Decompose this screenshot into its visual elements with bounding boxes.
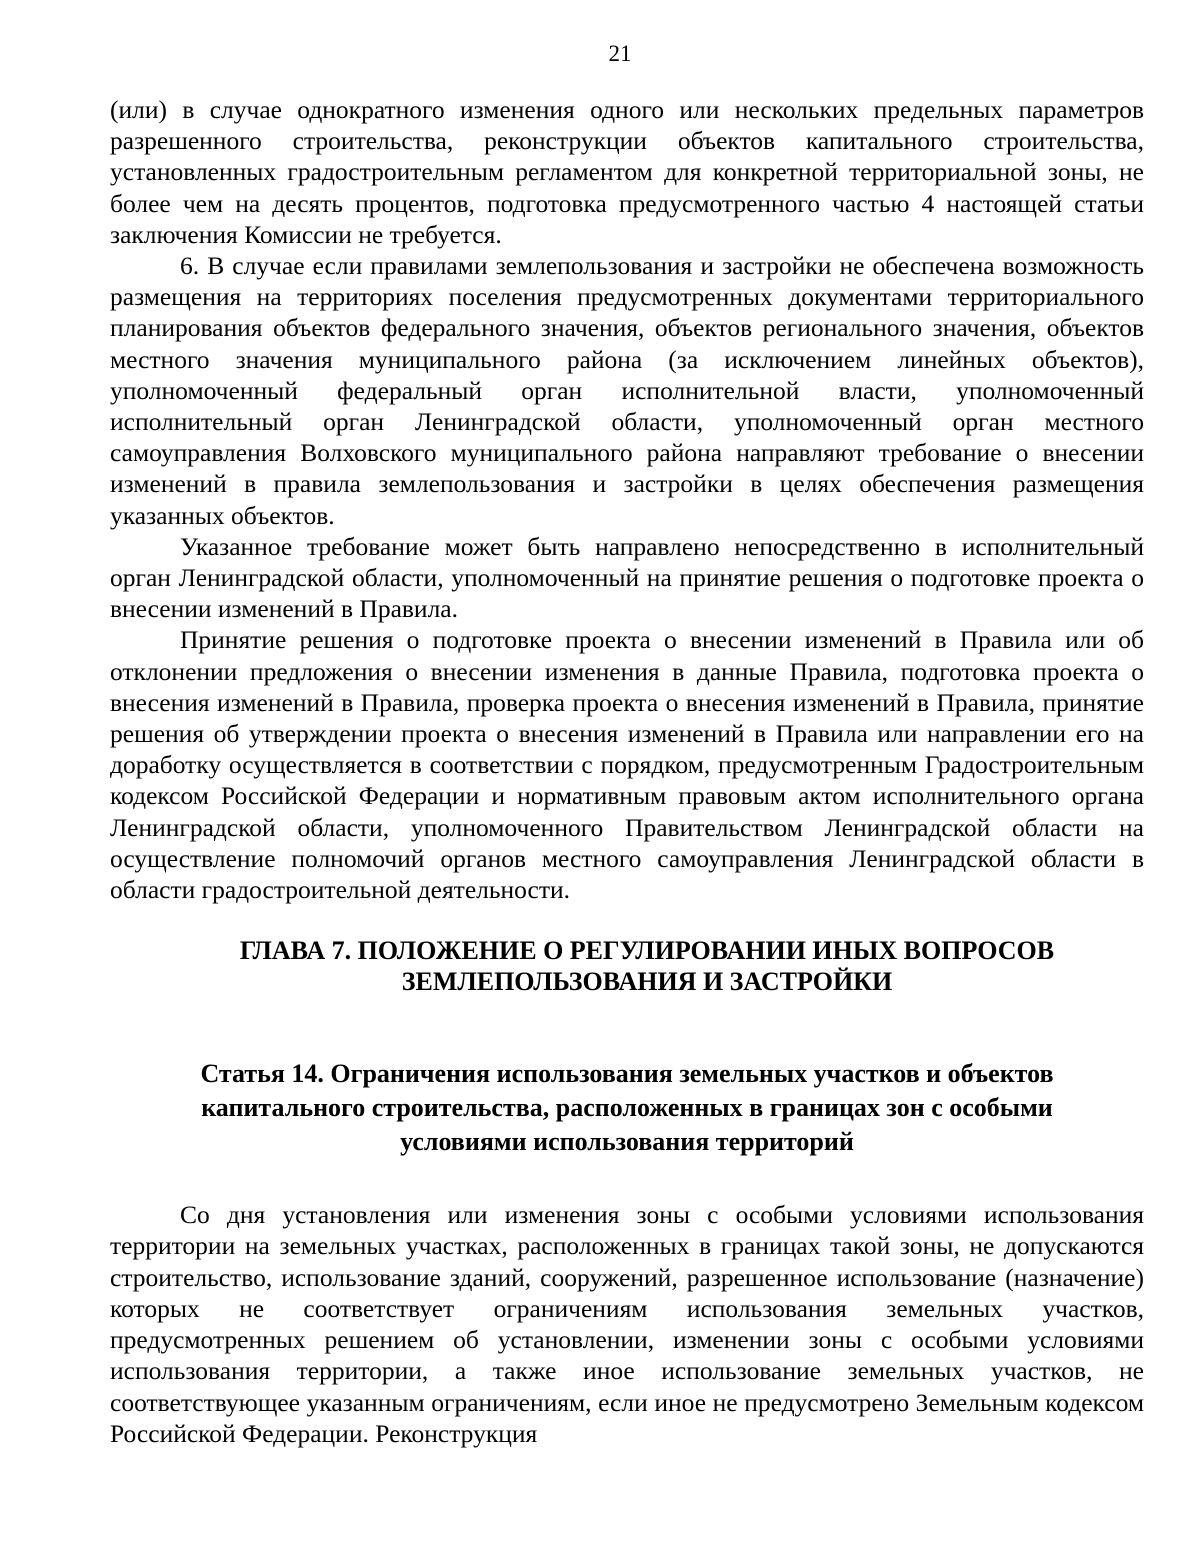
spacer — [110, 1159, 1144, 1199]
article-heading — [110, 1057, 1144, 1159]
chapter-heading-line: ЗЕМЛЕПОЛЬЗОВАНИЯ И ЗАСТРОЙКИ — [401, 967, 893, 997]
paragraph-requirement: Указанное требование может быть направлено непосредственно в исполнительный орган Ленинградской области, уполномоченный на принятие решения о подготовке проекта о внесении изменений в Правила. — [110, 531, 1144, 624]
article-heading-line: капитального строительства, расположенных в границах зон с особыми — [201, 1093, 1053, 1123]
paragraph-article-14: Со дня установления или изменения зоны с особыми условиями использования территории на земельных участках, расположенных в границах такой зоны, не допускаются строительство, использование зданий, сооружений, разрешенное использование (назначение) которых не соответствует ограничениям использования земельных участков, предусмотренных решением об установлении, изменении зоны с особыми условиями использования территории, а также иное использование земельных участков, не соответствующее указанным ограничениям, если иное не предусмотрено Земельным кодексом Российской Федерации. Реконструкция — [110, 1200, 1144, 1448]
paragraph-continuation: (или) в случае однократного изменения одного или нескольких предельных параметров разрешенного строительства, реконструкции объектов капитального строительства, установленных градостроительным регламентом для конкретной территориальной зоны, не более чем на десять процентов, подготовка предусмотренного частью 4 настоящей статьи заключения Комиссии не требуется. — [110, 95, 1144, 249]
paragraph-item-6: 6. В случае если правилами землепользования и застройки не обеспечена возможность размещения на территориях поселения предусмотренных документами территориального планирования объектов федерального значения, объектов регионального значения, объектов местного значения муниципального района (за исключением линейных объектов), уполномоченный федеральный орган исполнительной власти, уполномоченный исполнительный орган Ленинградской области, уполномоченный орган местного самоуправления Волховского муниципального района направляют требование о внесении изменений в правила землепользования и застройки в целях обеспечения размещения указанных объектов. — [110, 251, 1144, 530]
paragraph-decision: Принятие решения о подготовке проекта о внесении изменений в Правила или об отклонении предложения о внесении изменения в данные Правила, подготовка проекта о внесения изменений в Правила, проверка проекта о внесения изменений в Правила, принятие решения об утверждении проекта о внесения изменений в Правила или направлении его на доработку осуществляется в соответствии с порядком, предусмотренным Градостроительным кодексом Российской Федерации и нормативным правовым актом исполнительного органа Ленинградской области, уполномоченного Правительством Ленинградской области на осуществление полномочий органов местного самоуправления Ленинградской области в области градостроительной деятельности. — [110, 625, 1144, 905]
page-number: 21 — [608, 41, 632, 66]
document-body — [110, 94, 1144, 1449]
chapter-heading-line: ГЛАВА 7. ПОЛОЖЕНИЕ О РЕГУЛИРОВАНИИ ИНЫХ ВОПРОСОВ — [239, 936, 1055, 966]
chapter-heading — [110, 935, 1144, 997]
article-heading-line: Статья 14. Ограничения использования земельных участков и объектов — [200, 1059, 1054, 1089]
article-heading-line: условиями использования территорий — [400, 1127, 854, 1157]
